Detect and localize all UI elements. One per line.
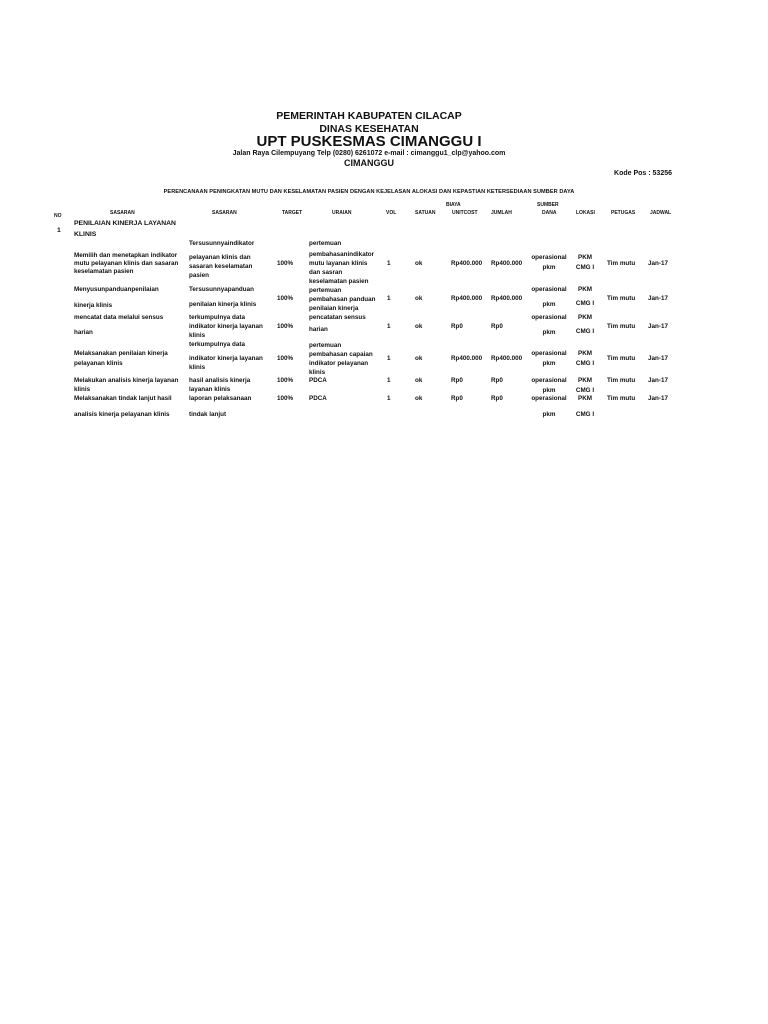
lokasi-cell: CMG I xyxy=(575,264,595,271)
vol-cell: 1 xyxy=(387,355,391,362)
col-jadwal: JADWAL xyxy=(650,210,672,216)
sasaran1-cell: kinerja klinis xyxy=(74,302,113,309)
uraian-cell: keselamatan pasien xyxy=(309,278,369,285)
sasaran2-cell: pasien xyxy=(189,272,209,279)
vol-cell: 1 xyxy=(387,377,391,384)
sasaran1-cell: mutu pelayanan klinis dan sasaran xyxy=(74,260,179,267)
satuan-cell: ok xyxy=(415,377,423,384)
sasaran1-cell: harian xyxy=(74,329,93,336)
sasaran2-cell: indikator kinerja layanan xyxy=(189,323,263,330)
sasaran2-cell: penilaian kinerja klinis xyxy=(189,301,257,308)
jumlah-cell: Rp400.000 xyxy=(491,260,523,267)
sasaran2-cell: terkumpulnya data xyxy=(189,314,245,321)
petugas-cell: Tim mutu xyxy=(607,323,636,330)
postal-code: Kode Pos : 53256 xyxy=(614,170,672,177)
satuan-cell: ok xyxy=(415,395,423,402)
unitcost-cell: Rp0 xyxy=(451,395,463,402)
uraian-cell: PDCA xyxy=(309,395,327,402)
satuan-cell: ok xyxy=(415,295,423,302)
lokasi-cell: CMG I xyxy=(575,411,595,418)
lokasi-cell: PKM xyxy=(578,286,592,293)
satuan-cell: ok xyxy=(415,260,423,267)
vol-cell: 1 xyxy=(387,395,391,402)
petugas-cell: Tim mutu xyxy=(607,377,636,384)
sasaran2-cell: pelayanan klinis dan xyxy=(189,254,251,261)
uraian-cell: pembahasan panduan xyxy=(309,296,376,303)
sasaran2-cell: layanan klinis xyxy=(189,386,231,393)
unitcost-cell: Rp0 xyxy=(451,323,463,330)
jumlah-cell: Rp0 xyxy=(491,395,503,402)
sasaran2-cell: indikator kinerja layanan xyxy=(189,355,263,362)
sasaran2-cell: Tersusunnyapanduan xyxy=(189,286,254,293)
target-cell: 100% xyxy=(277,355,294,362)
section-title-line-2: KLINIS xyxy=(74,231,97,238)
target-cell: 100% xyxy=(277,377,294,384)
dana-cell: pkm xyxy=(542,360,556,367)
sasaran1-cell: klinis xyxy=(74,386,91,393)
sasaran2-cell: laporan pelaksanaan xyxy=(189,395,252,402)
sasaran1-cell: Memilih dan menetapkan indikator xyxy=(74,252,178,259)
sasaran1-cell: Melaksanakan penilaian kinerja xyxy=(74,350,168,357)
dana-cell: pkm xyxy=(542,411,556,418)
sasaran2-cell: terkumpulnya data xyxy=(189,341,245,348)
jadwal-cell: Jan-17 xyxy=(648,260,668,267)
city-name: CIMANGGU xyxy=(344,158,394,168)
unitcost-cell: Rp400.000 xyxy=(451,260,483,267)
sasaran1-cell: Melakukan analisis kinerja layanan xyxy=(74,377,179,384)
sasaran1-cell: Melaksanakan tindak lanjut hasil xyxy=(74,395,172,402)
uraian-cell: PDCA xyxy=(309,377,327,384)
uraian-cell: pertemuan xyxy=(309,240,342,247)
vol-cell: 1 xyxy=(387,323,391,330)
dana-cell: operasional xyxy=(531,395,567,402)
uraian-cell: pembahasan capaian xyxy=(309,351,373,358)
col-unitcost: UNITCOST xyxy=(452,210,478,216)
address-line: Jalan Raya Cilempuyang Telp (0280) 6261072 e-mail : cimanggu1_clp@yahoo.com xyxy=(232,150,506,157)
uraian-cell: mutu layanan klinis xyxy=(309,260,368,267)
jadwal-cell: Jan-17 xyxy=(648,295,668,302)
col-vol: VOL xyxy=(386,210,397,216)
sasaran2-cell: Tersusunnyaindikator xyxy=(189,240,255,247)
jadwal-cell: Jan-17 xyxy=(648,395,668,402)
lokasi-cell: CMG I xyxy=(575,328,595,335)
lokasi-cell: CMG I xyxy=(575,300,595,307)
uraian-cell: pencatatan sensus xyxy=(309,314,366,321)
dana-cell: pkm xyxy=(542,264,556,271)
col-uraian: URAIAN xyxy=(332,210,352,216)
lokasi-cell: PKM xyxy=(578,395,592,402)
uraian-cell: indikator pelayanan xyxy=(309,360,369,367)
vol-cell: 1 xyxy=(387,260,391,267)
uraian-cell: penilaian kinerja xyxy=(309,305,359,312)
dana-cell: pkm xyxy=(542,387,556,394)
jumlah-cell: Rp400.000 xyxy=(491,295,523,302)
petugas-cell: Tim mutu xyxy=(607,395,636,402)
uraian-cell: harian xyxy=(309,326,328,333)
uraian-cell: dan sasran xyxy=(309,269,343,276)
dana-cell: operasional xyxy=(531,254,567,261)
lokasi-cell: CMG I xyxy=(575,387,595,394)
col-sasaran-2: SASARAN xyxy=(212,210,237,216)
col-sasaran-1: SASARAN xyxy=(110,210,135,216)
jumlah-cell: Rp400.000 xyxy=(491,355,523,362)
sasaran2-cell: klinis xyxy=(189,364,206,371)
col-lokasi: LOKASI xyxy=(576,210,595,216)
satuan-cell: ok xyxy=(415,323,423,330)
lokasi-cell: PKM xyxy=(578,314,592,321)
col-no: NO xyxy=(54,213,62,219)
uraian-cell: pertemuan xyxy=(309,287,342,294)
vol-cell: 1 xyxy=(387,295,391,302)
target-cell: 100% xyxy=(277,260,294,267)
unitcost-cell: Rp0 xyxy=(451,377,463,384)
satuan-cell: ok xyxy=(415,355,423,362)
target-cell: 100% xyxy=(277,295,294,302)
jadwal-cell: Jan-17 xyxy=(648,355,668,362)
dana-cell: pkm xyxy=(542,329,556,336)
target-cell: 100% xyxy=(277,323,294,330)
dana-cell: operasional xyxy=(531,377,567,384)
unit-name: UPT PUSKESMAS CIMANGGU I xyxy=(256,133,482,150)
petugas-cell: Tim mutu xyxy=(607,260,636,267)
sasaran2-cell: hasil analisis kinerja xyxy=(189,377,251,384)
col-sumber: SUMBER xyxy=(537,202,559,208)
petugas-cell: Tim mutu xyxy=(607,355,636,362)
sasaran1-cell: Menyusunpanduanpenilaian xyxy=(74,286,159,293)
unitcost-cell: Rp400.000 xyxy=(451,355,483,362)
col-target: TARGET xyxy=(282,210,303,216)
col-satuan: SATUAN xyxy=(415,210,436,216)
uraian-cell: pertemuan xyxy=(309,342,342,349)
dana-cell: pkm xyxy=(542,301,556,308)
lokasi-cell: PKM xyxy=(578,254,592,261)
lokasi-cell: PKM xyxy=(578,377,592,384)
jumlah-cell: Rp0 xyxy=(491,377,503,384)
jumlah-cell: Rp0 xyxy=(491,323,503,330)
dana-cell: operasional xyxy=(531,350,567,357)
sasaran1-cell: analisis kinerja pelayanan klinis xyxy=(74,411,170,418)
uraian-cell: pembahasanindikator xyxy=(309,251,375,258)
dana-cell: operasional xyxy=(531,314,567,321)
col-biaya: BIAYA xyxy=(446,202,461,208)
col-petugas: PETUGAS xyxy=(611,210,636,216)
lokasi-cell: PKM xyxy=(578,350,592,357)
department-name: DINAS KESEHATAN xyxy=(319,123,419,135)
lokasi-cell: CMG I xyxy=(575,360,595,367)
sasaran2-cell: klinis xyxy=(189,332,206,339)
unitcost-cell: Rp400.000 xyxy=(451,295,483,302)
section-title-line-1: PENILAIAN KINERJA LAYANAN xyxy=(74,220,176,227)
uraian-cell: klinis xyxy=(309,369,326,376)
government-name: PEMERINTAH KABUPATEN CILACAP xyxy=(276,110,462,122)
document-title: PERENCANAAN PENINGKATAN MUTU DAN KESELAMATAN PASIEN DENGAN KEJELASAN ALOKASI DAN KEPASTIAN KETERSEDIAAN SUMBER DAYA xyxy=(163,189,575,195)
sasaran1-cell: keselamatan pasien xyxy=(74,268,134,275)
sasaran1-cell: pelayanan klinis xyxy=(74,360,123,367)
col-dana: DANA xyxy=(542,210,557,216)
petugas-cell: Tim mutu xyxy=(607,295,636,302)
target-cell: 100% xyxy=(277,395,294,402)
section-number: 1 xyxy=(57,227,61,234)
col-jumlah: JUMLAH xyxy=(491,210,512,216)
sasaran2-cell: sasaran keselamatan xyxy=(189,263,253,270)
jadwal-cell: Jan-17 xyxy=(648,377,668,384)
dana-cell: operasional xyxy=(531,286,567,293)
sasaran2-cell: tindak lanjut xyxy=(189,411,227,418)
jadwal-cell: Jan-17 xyxy=(648,323,668,330)
sasaran1-cell: mencatat data melalui sensus xyxy=(74,314,164,321)
